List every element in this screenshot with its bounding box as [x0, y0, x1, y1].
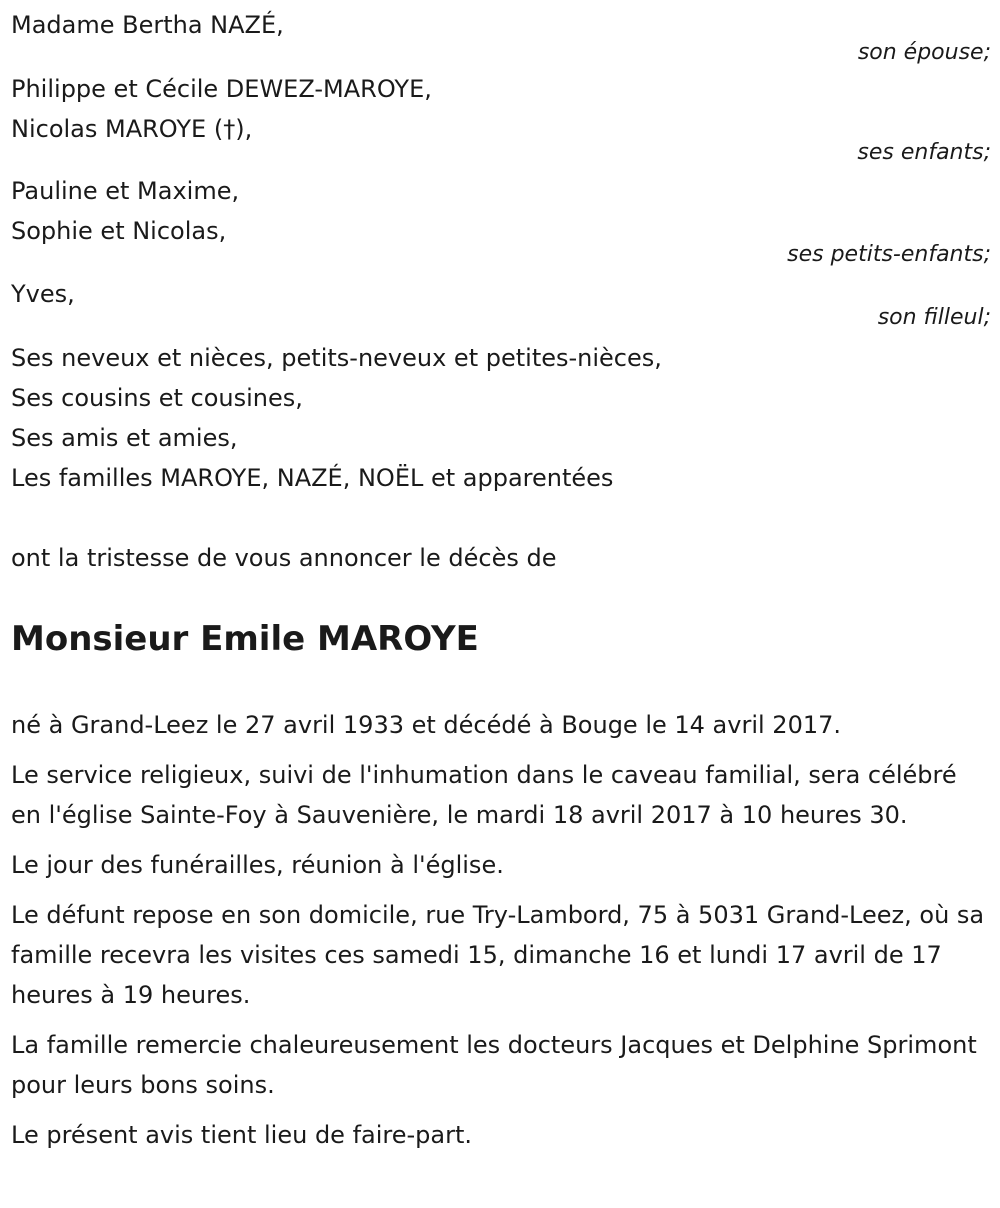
visitation-info: Le défunt repose en son domicile, rue Try-Lambord, 75 à 5031 Grand-Leez, où sa famille recevra les visites ces samedi 15, dimanche 16 et lundi 17 avril de 17 heures à 19 heures. [11, 901, 985, 1009]
other-relatives [11, 338, 991, 498]
child-name: Philippe et Cécile DEWEZ-MAROYE, [11, 75, 432, 103]
children-group [11, 69, 991, 165]
gathering-info: Le jour des funérailles, réunion à l'église. [11, 851, 504, 879]
announcement-text: ont la tristesse de vous annoncer le décès de [11, 544, 557, 572]
godson-group [11, 274, 991, 330]
details-section [11, 705, 986, 1165]
godson-name: Yves, [11, 280, 75, 308]
children-role: ses enfants; [857, 140, 991, 165]
spouse-name: Madame Bertha NAZÉ, [11, 11, 284, 39]
deceased-name: Monsieur Emile MAROYE [11, 619, 479, 659]
thanks-info: La famille remercie chaleureusement les docteurs Jacques et Delphine Sprimont pour leurs bons soins. [11, 1031, 977, 1099]
notice-info: Le présent avis tient lieu de faire-part. [11, 1121, 473, 1149]
spouse-role: son épouse; [857, 40, 991, 65]
service-info: Le service religieux, suivi de l'inhumation dans le caveau familial, sera célébré en l'église Sainte-Foy à Sauvenière, le mardi 18 avril 2017 à 10 heures 30. [11, 761, 957, 829]
grandchildren-role: ses petits-enfants; [787, 242, 991, 267]
grandchild-name: Sophie et Nicolas, [11, 217, 227, 245]
spouse-group [11, 5, 991, 65]
child-name: Nicolas MAROYE (†), [11, 115, 253, 143]
grandchildren-group [11, 171, 991, 267]
relatives-line: Ses amis et amies, [11, 424, 238, 452]
grandchild-name: Pauline et Maxime, [11, 177, 240, 205]
relatives-line: Ses neveux et nièces, petits-neveux et petites-nièces, [11, 344, 662, 372]
godson-role: son filleul; [877, 305, 991, 330]
relatives-line: Les familles MAROYE, NAZÉ, NOËL et apparentées [11, 464, 614, 492]
birth-death-info: né à Grand-Leez le 27 avril 1933 et décédé à Bouge le 14 avril 2017. [11, 711, 842, 739]
relatives-line: Ses cousins et cousines, [11, 384, 303, 412]
